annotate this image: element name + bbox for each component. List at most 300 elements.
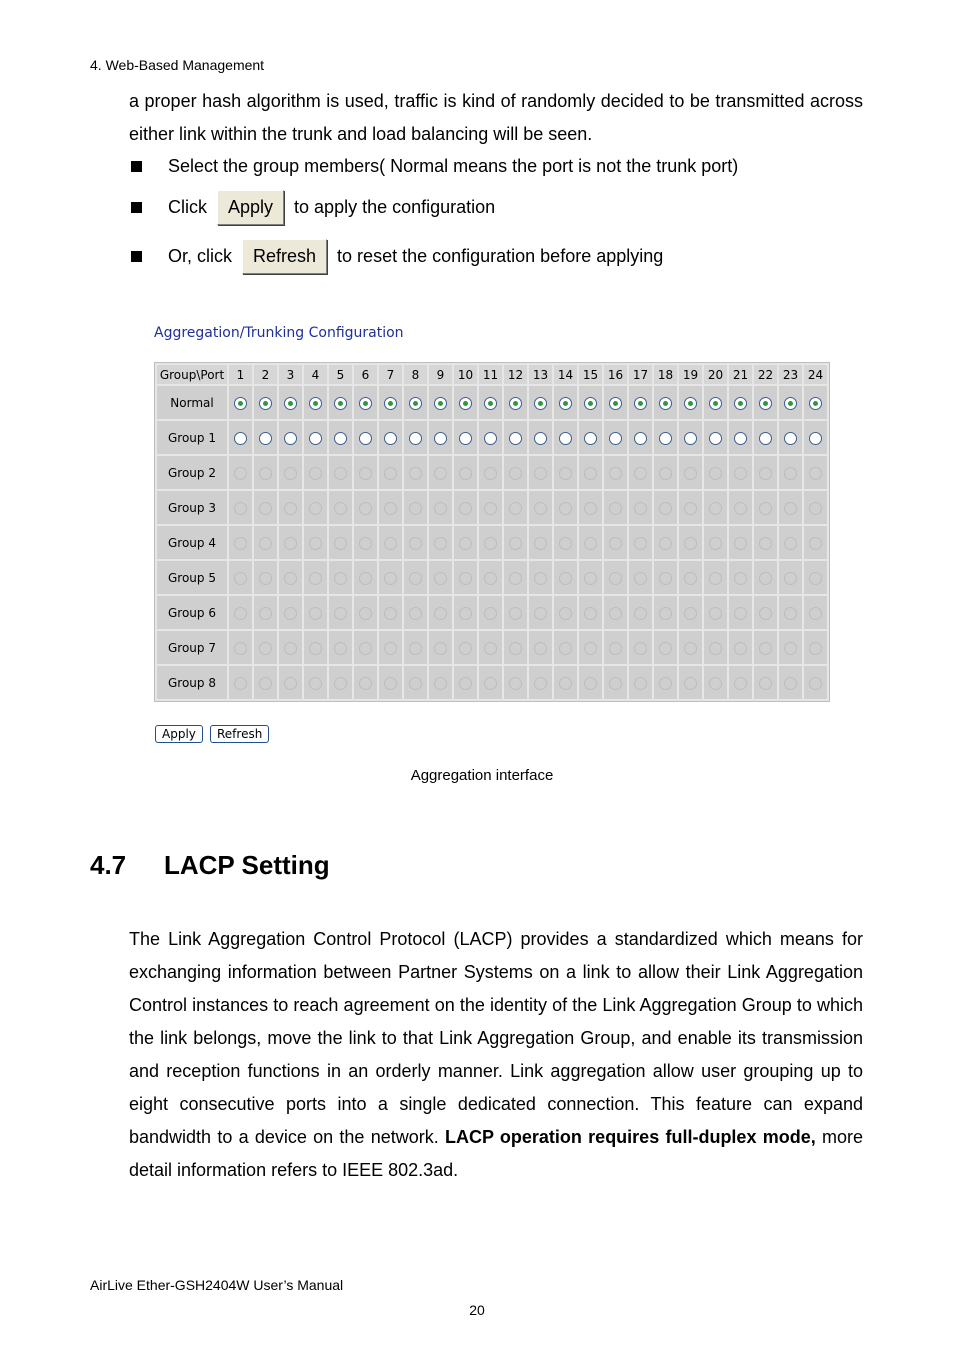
- group-radio[interactable]: [234, 432, 247, 445]
- port-header: 2: [254, 365, 277, 384]
- port-cell: [779, 386, 802, 419]
- group-radio: [309, 467, 322, 480]
- port-cell: [429, 596, 452, 629]
- group-radio: [459, 642, 472, 655]
- port-cell: [254, 631, 277, 664]
- port-header: 23: [779, 365, 802, 384]
- group-radio[interactable]: [259, 432, 272, 445]
- group-radio: [534, 642, 547, 655]
- port-cell: [229, 561, 252, 594]
- bullet-text: to reset the configuration before applying: [337, 246, 664, 266]
- group-radio: [459, 572, 472, 585]
- port-cell: [529, 666, 552, 699]
- lacp-body-text: The Link Aggregation Control Protocol (LACP) provides a standardized which means for exchanging information between Partner Systems on a link to allow their Link Aggregation Control instances to reach agreement on the identity of the Link Aggregation Group to which the link belongs, move the link to that Link Aggregation Group, and enable its transmission and reception functions in an orderly manner. Link aggregation allow user grouping up to eight consecutive ports into a single dedicated connection. This feature can expand bandwidth to a device on the network.: [129, 929, 863, 1147]
- bullet-text: to apply the configuration: [294, 197, 496, 217]
- port-cell: [329, 456, 352, 489]
- port-cell: [704, 491, 727, 524]
- port-header: 13: [529, 365, 552, 384]
- group-radio[interactable]: [359, 432, 372, 445]
- group-radio: [784, 642, 797, 655]
- port-cell: [479, 596, 502, 629]
- group-radio: [409, 642, 422, 655]
- group-radio[interactable]: [384, 432, 397, 445]
- port-cell: [479, 526, 502, 559]
- group-radio: [284, 537, 297, 550]
- group-radio[interactable]: [734, 397, 747, 410]
- group-radio: [434, 607, 447, 620]
- group-radio[interactable]: [659, 432, 672, 445]
- port-cell: [454, 561, 477, 594]
- port-cell: [704, 561, 727, 594]
- port-cell: [254, 526, 277, 559]
- port-header: 11: [479, 365, 502, 384]
- port-cell: [329, 561, 352, 594]
- port-cell: [604, 491, 627, 524]
- port-cell: [554, 631, 577, 664]
- port-cell: [729, 596, 752, 629]
- group-radio[interactable]: [434, 397, 447, 410]
- group-radio: [609, 572, 622, 585]
- group-radio: [509, 572, 522, 585]
- group-radio: [459, 537, 472, 550]
- group-radio[interactable]: [709, 397, 722, 410]
- group-radio: [234, 537, 247, 550]
- port-cell: [404, 526, 427, 559]
- port-cell: [254, 421, 277, 454]
- group-radio: [634, 607, 647, 620]
- port-cell: [254, 561, 277, 594]
- group-radio: [659, 537, 672, 550]
- port-header: 15: [579, 365, 602, 384]
- group-radio: [809, 642, 822, 655]
- port-cell: [504, 386, 527, 419]
- group-radio: [584, 677, 597, 690]
- port-cell: [429, 491, 452, 524]
- group-radio[interactable]: [609, 432, 622, 445]
- table-row: [157, 666, 827, 699]
- port-cell: [629, 561, 652, 594]
- port-header: 10: [454, 365, 477, 384]
- group-radio: [234, 642, 247, 655]
- port-cell: [754, 456, 777, 489]
- group-radio[interactable]: [484, 432, 497, 445]
- group-radio[interactable]: [759, 432, 772, 445]
- port-cell: [654, 491, 677, 524]
- port-header-row: [157, 365, 827, 384]
- port-cell: [479, 491, 502, 524]
- port-cell: [354, 526, 377, 559]
- port-cell: [579, 596, 602, 629]
- port-cell: [304, 666, 327, 699]
- port-cell: [804, 491, 827, 524]
- port-header: 14: [554, 365, 577, 384]
- group-radio: [284, 467, 297, 480]
- port-cell: [779, 526, 802, 559]
- port-cell: [629, 666, 652, 699]
- port-cell: [379, 456, 402, 489]
- group-radio: [459, 677, 472, 690]
- port-cell: [754, 491, 777, 524]
- port-cell: [629, 526, 652, 559]
- port-header: 12: [504, 365, 527, 384]
- port-cell: [279, 526, 302, 559]
- port-cell: [704, 526, 727, 559]
- port-cell: [754, 666, 777, 699]
- group-radio[interactable]: [384, 397, 397, 410]
- port-header: 6: [354, 365, 377, 384]
- group-radio: [684, 537, 697, 550]
- port-cell: [554, 386, 577, 419]
- port-cell: [604, 386, 627, 419]
- port-cell: [654, 386, 677, 419]
- group-radio: [634, 572, 647, 585]
- group-radio: [659, 467, 672, 480]
- group-radio: [659, 572, 672, 585]
- group-radio: [634, 677, 647, 690]
- port-cell: [779, 491, 802, 524]
- port-cell: [404, 631, 427, 664]
- port-cell: [704, 456, 727, 489]
- port-header: 3: [279, 365, 302, 384]
- port-cell: [329, 526, 352, 559]
- bullet-square-icon: [131, 202, 142, 213]
- row-label: Group 1: [157, 421, 227, 454]
- group-radio[interactable]: [684, 397, 697, 410]
- port-cell: [279, 666, 302, 699]
- row-label: Group 3: [157, 491, 227, 524]
- row-label: Group 8: [157, 666, 227, 699]
- group-radio[interactable]: [684, 432, 697, 445]
- group-radio[interactable]: [559, 432, 572, 445]
- port-cell: [229, 631, 252, 664]
- group-radio[interactable]: [559, 397, 572, 410]
- group-radio[interactable]: [459, 432, 472, 445]
- aggregation-config-title: Aggregation/Trunking Configuration: [154, 325, 404, 341]
- port-cell: [804, 421, 827, 454]
- port-cell: [804, 526, 827, 559]
- group-radio: [384, 642, 397, 655]
- port-cell: [729, 561, 752, 594]
- group-radio: [634, 467, 647, 480]
- group-radio: [234, 572, 247, 585]
- group-radio: [459, 502, 472, 515]
- port-cell: [529, 561, 552, 594]
- group-radio: [334, 642, 347, 655]
- row-label: Group 4: [157, 526, 227, 559]
- group-radio: [659, 642, 672, 655]
- port-cell: [579, 421, 602, 454]
- port-cell: [704, 421, 727, 454]
- port-header: 16: [604, 365, 627, 384]
- group-radio: [284, 677, 297, 690]
- port-header: 17: [629, 365, 652, 384]
- port-cell: [354, 386, 377, 419]
- group-radio[interactable]: [459, 397, 472, 410]
- group-radio[interactable]: [709, 432, 722, 445]
- row-label: Group 2: [157, 456, 227, 489]
- port-cell: [454, 666, 477, 699]
- group-radio: [509, 677, 522, 690]
- group-radio: [484, 467, 497, 480]
- group-radio: [784, 677, 797, 690]
- port-cell: [404, 491, 427, 524]
- group-radio: [409, 677, 422, 690]
- group-radio: [434, 572, 447, 585]
- group-radio: [359, 607, 372, 620]
- port-cell: [454, 421, 477, 454]
- port-cell: [579, 456, 602, 489]
- group-radio: [509, 467, 522, 480]
- group-radio: [334, 677, 347, 690]
- group-radio: [359, 677, 372, 690]
- port-cell: [429, 666, 452, 699]
- group-radio: [384, 502, 397, 515]
- group-radio: [359, 537, 372, 550]
- port-header: 19: [679, 365, 702, 384]
- group-radio: [784, 467, 797, 480]
- port-cell: [529, 456, 552, 489]
- port-cell: [579, 561, 602, 594]
- port-cell: [304, 631, 327, 664]
- port-header: 21: [729, 365, 752, 384]
- group-radio[interactable]: [334, 397, 347, 410]
- group-radio[interactable]: [309, 397, 322, 410]
- section-title: LACP Setting: [164, 850, 330, 880]
- group-radio: [234, 467, 247, 480]
- group-radio[interactable]: [534, 397, 547, 410]
- group-radio: [484, 572, 497, 585]
- group-radio: [584, 502, 597, 515]
- aggregation-table: [154, 362, 830, 702]
- port-cell: [529, 631, 552, 664]
- group-radio[interactable]: [734, 432, 747, 445]
- port-cell: [554, 526, 577, 559]
- lacp-tail-text: more detail information refers to IEEE 802.3ad.: [129, 1127, 863, 1180]
- group-radio: [659, 677, 672, 690]
- intro-paragraph: a proper hash algorithm is used, traffic is kind of randomly decided to be transmitted across either link within the trunk and load balancing will be seen.: [129, 91, 863, 144]
- row-label: Group 5: [157, 561, 227, 594]
- port-cell: [279, 386, 302, 419]
- group-radio: [234, 607, 247, 620]
- group-radio: [434, 642, 447, 655]
- group-radio: [734, 537, 747, 550]
- row-label: Group 7: [157, 631, 227, 664]
- group-radio: [259, 537, 272, 550]
- port-cell: [529, 596, 552, 629]
- group-radio: [284, 572, 297, 585]
- port-cell: [504, 666, 527, 699]
- group-radio[interactable]: [359, 397, 372, 410]
- group-radio[interactable]: [784, 432, 797, 445]
- port-cell: [229, 421, 252, 454]
- apply-button[interactable]: Apply: [155, 725, 203, 743]
- group-radio[interactable]: [309, 432, 322, 445]
- port-cell: [479, 421, 502, 454]
- group-radio[interactable]: [634, 397, 647, 410]
- group-radio: [434, 502, 447, 515]
- group-radio: [309, 607, 322, 620]
- port-cell: [579, 491, 602, 524]
- group-radio[interactable]: [284, 397, 297, 410]
- group-radio: [409, 537, 422, 550]
- group-radio[interactable]: [809, 432, 822, 445]
- group-radio: [434, 677, 447, 690]
- port-cell: [229, 666, 252, 699]
- group-radio: [709, 537, 722, 550]
- group-radio: [709, 677, 722, 690]
- group-radio: [709, 572, 722, 585]
- port-cell: [529, 421, 552, 454]
- group-radio: [284, 607, 297, 620]
- port-cell: [629, 421, 652, 454]
- group-radio: [459, 467, 472, 480]
- group-radio: [359, 642, 372, 655]
- group-radio[interactable]: [409, 397, 422, 410]
- port-cell: [454, 386, 477, 419]
- group-radio: [334, 537, 347, 550]
- port-header: 5: [329, 365, 352, 384]
- group-radio: [759, 467, 772, 480]
- group-radio: [759, 607, 772, 620]
- port-cell: [629, 596, 652, 629]
- port-cell: [329, 491, 352, 524]
- port-cell: [304, 456, 327, 489]
- port-cell: [504, 421, 527, 454]
- port-cell: [379, 491, 402, 524]
- group-radio[interactable]: [609, 397, 622, 410]
- port-cell: [304, 421, 327, 454]
- port-cell: [654, 631, 677, 664]
- port-cell: [354, 456, 377, 489]
- group-radio: [759, 677, 772, 690]
- bullet-apply: [131, 190, 495, 225]
- group-radio[interactable]: [509, 397, 522, 410]
- bullet-select-members: [131, 156, 738, 177]
- port-cell: [404, 421, 427, 454]
- group-radio[interactable]: [334, 432, 347, 445]
- port-cell: [454, 631, 477, 664]
- group-radio: [684, 642, 697, 655]
- port-cell: [279, 491, 302, 524]
- apply-button-illustration: Apply: [217, 190, 284, 225]
- port-cell: [304, 491, 327, 524]
- section-number: 4.7: [90, 850, 127, 880]
- port-cell: [779, 596, 802, 629]
- row-label: Group 6: [157, 596, 227, 629]
- group-radio: [259, 467, 272, 480]
- port-cell: [429, 631, 452, 664]
- group-radio[interactable]: [634, 432, 647, 445]
- port-cell: [679, 631, 702, 664]
- group-radio[interactable]: [234, 397, 247, 410]
- group-radio: [734, 677, 747, 690]
- footer-manual: AirLive Ether-GSH2404W User’s Manual: [90, 1277, 344, 1293]
- port-header: 8: [404, 365, 427, 384]
- port-cell: [479, 631, 502, 664]
- group-radio[interactable]: [534, 432, 547, 445]
- group-radio: [734, 607, 747, 620]
- group-radio: [434, 537, 447, 550]
- group-radio: [359, 467, 372, 480]
- port-cell: [229, 386, 252, 419]
- port-cell: [804, 666, 827, 699]
- port-cell: [679, 456, 702, 489]
- port-cell: [654, 596, 677, 629]
- group-radio[interactable]: [284, 432, 297, 445]
- port-cell: [229, 526, 252, 559]
- group-radio: [484, 537, 497, 550]
- group-radio[interactable]: [659, 397, 672, 410]
- group-radio[interactable]: [809, 397, 822, 410]
- group-radio: [384, 537, 397, 550]
- port-cell: [379, 386, 402, 419]
- group-radio: [734, 502, 747, 515]
- group-radio: [759, 537, 772, 550]
- group-radio: [559, 572, 572, 585]
- group-radio[interactable]: [759, 397, 772, 410]
- port-cell: [504, 526, 527, 559]
- refresh-button[interactable]: Refresh: [210, 725, 269, 743]
- group-radio[interactable]: [784, 397, 797, 410]
- group-radio: [559, 607, 572, 620]
- group-radio: [759, 502, 772, 515]
- group-radio: [584, 607, 597, 620]
- port-cell: [354, 631, 377, 664]
- port-cell: [479, 666, 502, 699]
- group-radio: [784, 537, 797, 550]
- port-cell: [304, 526, 327, 559]
- chapter-header: 4. Web-Based Management: [90, 57, 265, 73]
- port-cell: [304, 596, 327, 629]
- bullet-text: Click: [168, 197, 207, 217]
- port-cell: [779, 666, 802, 699]
- port-cell: [529, 526, 552, 559]
- port-cell: [779, 456, 802, 489]
- port-cell: [704, 596, 727, 629]
- group-radio[interactable]: [484, 397, 497, 410]
- group-radio[interactable]: [259, 397, 272, 410]
- group-radio: [234, 502, 247, 515]
- group-radio: [484, 677, 497, 690]
- port-cell: [704, 631, 727, 664]
- bullet-square-icon: [131, 251, 142, 262]
- port-cell: [604, 526, 627, 559]
- group-radio[interactable]: [434, 432, 447, 445]
- group-radio[interactable]: [584, 432, 597, 445]
- table-row: [157, 386, 827, 419]
- group-radio: [709, 502, 722, 515]
- port-header: 7: [379, 365, 402, 384]
- group-radio: [384, 677, 397, 690]
- port-cell: [429, 386, 452, 419]
- group-radio: [759, 572, 772, 585]
- port-cell: [379, 631, 402, 664]
- port-cell: [404, 596, 427, 629]
- group-radio: [534, 677, 547, 690]
- group-radio: [734, 572, 747, 585]
- group-radio: [309, 642, 322, 655]
- port-cell: [754, 631, 777, 664]
- port-cell: [254, 491, 277, 524]
- group-radio: [409, 572, 422, 585]
- group-radio: [584, 537, 597, 550]
- port-cell: [479, 561, 502, 594]
- group-radio: [534, 467, 547, 480]
- group-radio[interactable]: [509, 432, 522, 445]
- group-radio[interactable]: [409, 432, 422, 445]
- port-header: 4: [304, 365, 327, 384]
- group-radio[interactable]: [584, 397, 597, 410]
